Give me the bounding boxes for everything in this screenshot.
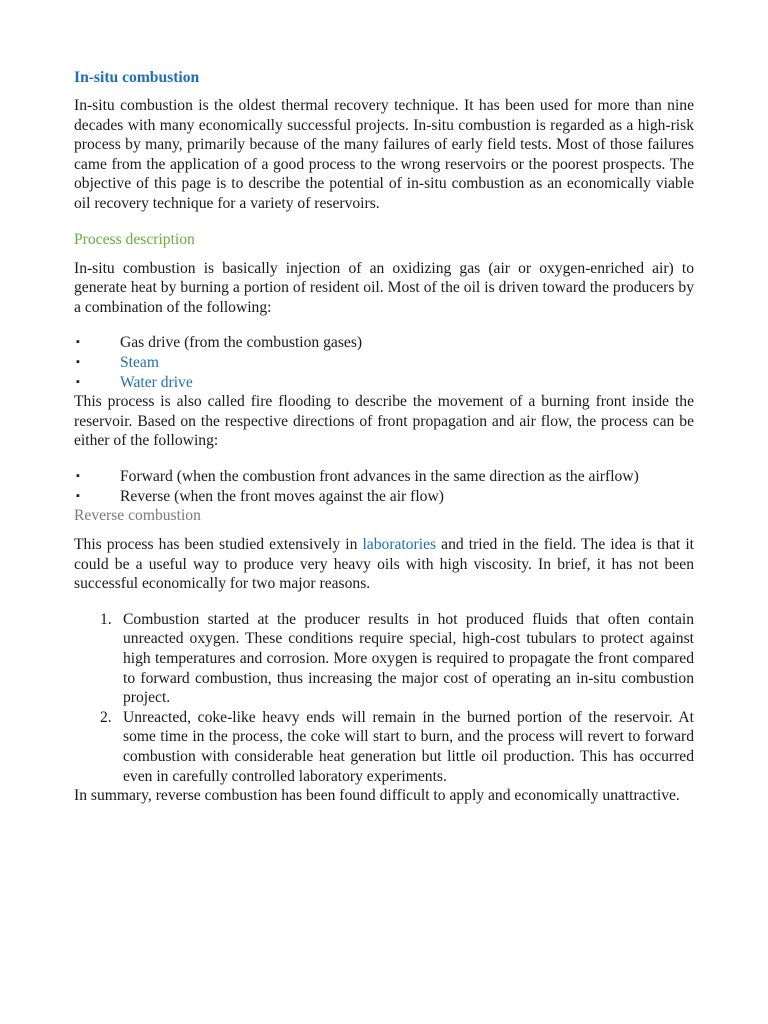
process-paragraph-2: This process is also called fire flooding to describe the movement of a burning front inside the reservoir. Based on the respective directions of front propagation and air flow, the process can be either of the following: <box>74 393 694 450</box>
forward-line-2: flow) <box>605 467 639 485</box>
steam-link[interactable]: Steam <box>120 353 159 371</box>
page-title: In-situ combustion <box>74 69 200 86</box>
square-bullet-icon: ▪ <box>76 355 80 368</box>
square-bullet-icon: ▪ <box>76 469 80 482</box>
process-paragraph-1: In-situ combustion is basically injection of an oxidizing gas (air or oxygen-enriched air) to generate heat by burning a portion of resident oil. Most of the oil is driven toward the producers by a combination of the following: <box>74 259 694 316</box>
list-item[interactable] <box>74 373 694 393</box>
reverse-combustion-heading: Reverse combustion <box>74 507 201 525</box>
square-bullet-icon: ▪ <box>76 336 80 349</box>
reverse-paragraph: This process has been studied extensively in laboratories and tried in the field. The idea is that it could be a useful way to produce very heavy oils with high viscosity. In brief, it has not been successful economically for two major reasons. <box>74 536 694 593</box>
water-drive-link[interactable]: Water drive <box>120 373 193 391</box>
reverse-item: Reverse (when the front moves against the air flow) <box>120 487 444 505</box>
process-description-heading: Process description <box>74 230 195 248</box>
reasons-list <box>74 610 694 786</box>
intro-paragraph: In-situ combustion is the oldest thermal recovery technique. It has been used for more than nine decades with many economically successful projects. In-situ combustion is regarded as a high-risk process by many, primarily because of the many failures of early field tests. Most of those failures came from the application of a good process to the wrong reservoirs or the poorest prospects. The objective of this page is to describe the potential of in-situ combustion as an economically viable oil recovery technique for a variety of reservoirs. <box>74 97 694 212</box>
summary-paragraph: In summary, reverse combustion has been found difficult to apply and economically unattractive. <box>74 787 680 805</box>
direction-list <box>74 467 694 506</box>
drive-list <box>74 333 694 392</box>
list-item <box>74 467 694 487</box>
square-bullet-icon: ▪ <box>76 489 80 502</box>
laboratories-link[interactable]: laboratories <box>362 536 437 554</box>
list-item: ▪ Gas drive (from the combustion gases) <box>76 334 363 352</box>
document-page <box>74 68 694 806</box>
list-item: 1. Combustion started at the producer results in hot produced fluids that often contain unreacted oxygen. These conditions require special, high-cost tubulars to protect against high temperatures and corrosion. More oxygen is required to propagate the front compared to forward combustion, thus increasing the major cost of operating an in-situ combustion project. <box>100 610 694 707</box>
list-item <box>74 487 694 507</box>
list-number: 1. <box>100 610 112 628</box>
list-item: 2. Unreacted, coke-like heavy ends will remain in the burned portion of the reservoir. At some time in the process, the coke will start to burn, and the process will revert to forward combustion with considerable heat generation but little oil production. This has occurred even in carefully controlled laboratory experiments. <box>100 708 694 785</box>
list-item[interactable] <box>74 353 694 373</box>
square-bullet-icon: ▪ <box>76 375 80 388</box>
forward-line-1: Forward (when the combustion front advances in the same direction as the air <box>120 467 605 485</box>
list-number: 2. <box>100 708 112 726</box>
